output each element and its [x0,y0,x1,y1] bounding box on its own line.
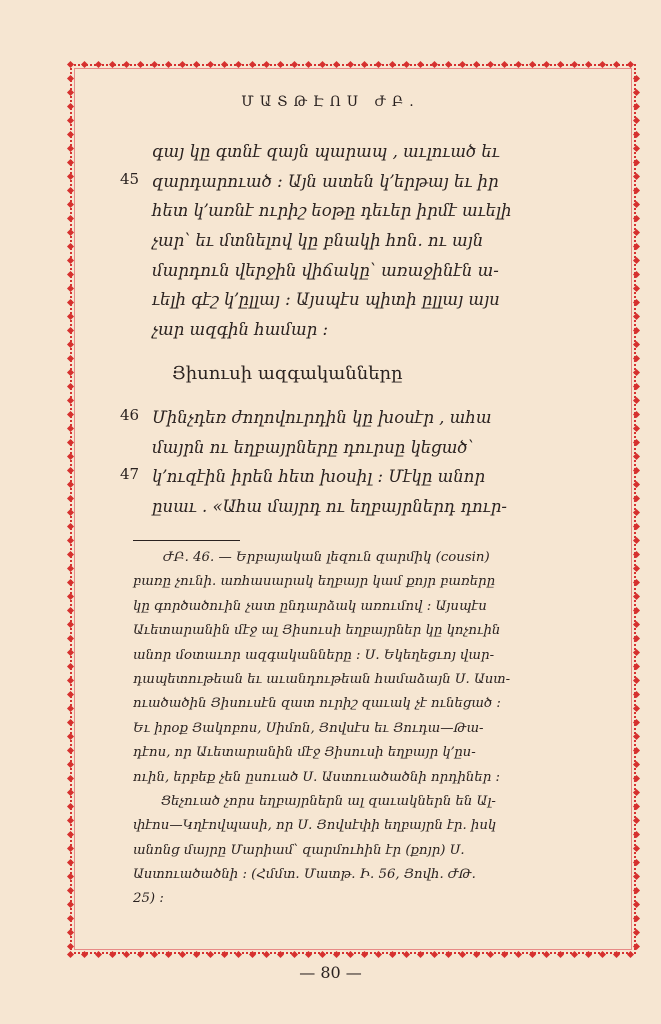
footnote-rule [133,540,240,541]
footnote-line: ուածածին Յիսուսէն զատ ուրիշ զաւակ չէ ունեցած ։ [133,696,501,712]
paragraph-2 [152,403,592,522]
section-heading: Յիսուսի ազգականները [172,363,403,384]
text-line: ըսաւ . «Ահա մայրդ ու եղբայրներդ դուր- [152,497,507,517]
footnote-line: 25) ։ [133,891,164,907]
text-line: ւելի գէշ կ՚ըլլայ ։ Այսպէս պիտի ըլլայ այս [152,290,500,310]
text-line: գայ կը գտնէ զայն պարապ , աւլուած եւ [152,142,500,161]
paragraph-1 [152,137,592,345]
running-header: ՄԱՏԹԷՈՍ ԺԲ. [241,94,420,110]
page-number: — 80 — [299,963,362,982]
footnote-line: դապետութեան եւ աւանդութեան համաձայն Ս. Աստ- [133,671,511,687]
footnote-line: Աստուածածնի ։ (Հմմտ. Մատթ. Ի. 56, Յովհ. ԺԹ. [133,867,476,883]
footnote-line: Աւետարանին մէջ ալ Յիսուսի եղբայրներ կը կոչուին [133,623,501,639]
footnote-line: բառը չունի. առհասարակ եղբայր կամ քոյր բառերը [133,574,496,590]
footnote [133,546,595,912]
footnote-line: ուին, երբեք չեն ըսուած Ս. Աստուածածնի որդիներ ։ [133,769,501,785]
text-line: մարդուն վերջին վիճակը՝ առաջինէն ա- [152,260,499,280]
text-line: զարդարուած ։ Այն ատեն կ՚երթայ եւ իր [152,171,499,191]
footnote-line: դէոս, որ Աւետարանին մէջ Յիսուսի եղբայր կ՚ըս- [133,745,476,761]
footnote-line: կը գործածուին չատ ընդարձակ առումով ։ Այսպէս [133,598,487,614]
verse-number-47: 47 [120,465,140,483]
text-line: հետ կ՚առնէ ուրիշ եօթը դեւեր իրմէ աւելի [152,201,512,221]
text-line: մայրն ու եղբայրները դուրսը կեցած՝ [152,437,474,457]
footnote-line: ԺԲ. 46. — Երբայական լեզուն զարմիկ (cousin) [163,550,490,565]
footnote-line: անոր մօտաւոր ազգականները ։ Ս. Եկեղեցւոյ վար- [133,647,495,663]
footnote-line: Եւ իրօք Յակոբոս, Սիմոն, Յովսէս եւ Յուդա—Թա- [133,720,484,736]
footnote-line: Ցեչուած չորս եղբայրներն ալ զաւակներն են Ալ- [161,793,496,809]
footnote-line: անոնց մայրը Մարիամ՝ զարմուհին էր (քոյր) Ս. [133,842,465,858]
text-line: չար՝ եւ մտնելով կը բնակի հոն. ու այն [152,231,484,251]
verse-number-45: 45 [120,170,140,188]
footnote-line: փէոս—Կղէովպասի, որ Ս. Յովսէփի եղբայրն էր. իսկ [133,818,497,834]
verse-number-46: 46 [120,406,140,424]
text-line: Մինչդեռ ժողովուրդին կը խօսէր , ահա [152,408,492,427]
text-line: կ՚ուզէին իրեն հետ խօսիլ ։ Մէկը անոր [152,467,486,487]
text-line: չար ազգին համար ։ [152,320,329,340]
